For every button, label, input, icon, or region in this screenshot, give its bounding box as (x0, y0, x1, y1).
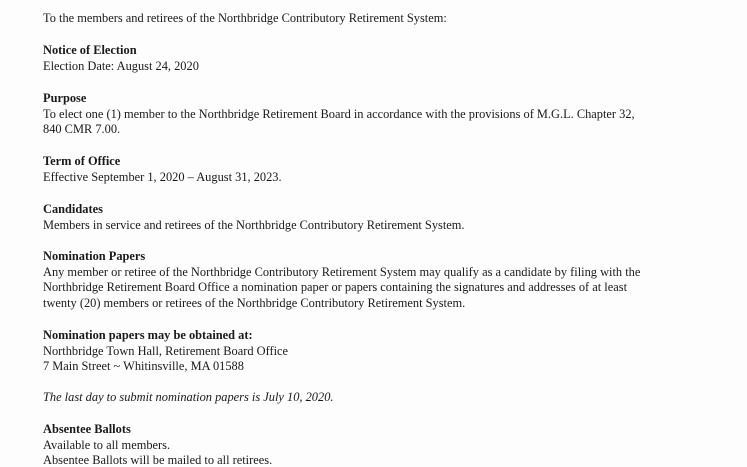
candidates-heading: Candidates (43, 202, 103, 216)
nomination-papers-heading: Nomination Papers (43, 249, 146, 263)
obtained-line: 7 Main Street ~ Whitinsville, MA 01588 (43, 359, 244, 373)
purpose-line: 840 CMR 7.00. (43, 122, 121, 136)
purpose-heading: Purpose (43, 91, 87, 105)
salutation-text: To the members and retirees of the Northbridge Contributory Retirement System: (43, 11, 447, 25)
absentee-section (43, 422, 727, 467)
absentee-line: Absentee Ballots will be mailed to all retirees. (43, 453, 273, 467)
obtained-section (43, 328, 727, 375)
purpose-line: To elect one (1) member to the Northbridge Retirement Board in accordance with the provisions of M.G.L. Chapter 32, (43, 106, 635, 121)
absentee-heading: Absentee Ballots (43, 422, 131, 436)
term-section (43, 154, 727, 185)
deadline-section (43, 390, 727, 406)
notice-line: Election Date: August 24, 2020 (43, 58, 199, 73)
candidates-section (43, 202, 727, 233)
nomination-papers-line: Any member or retiree of the Northbridge Contributory Retirement System may qualify as a candidate by filing with the (43, 264, 641, 279)
nomination-papers-line: Northbridge Retirement Board Office a nomination paper or papers containing the signatures and addresses of at least (43, 280, 628, 294)
absentee-line: Available to all members. (43, 437, 171, 452)
notice-heading: Notice of Election (43, 43, 137, 57)
salutation-block (43, 11, 727, 27)
term-heading: Term of Office (43, 154, 121, 168)
deadline-text: The last day to submit nomination papers is July 10, 2020. (43, 390, 334, 404)
obtained-heading: Nomination papers may be obtained at: (43, 328, 253, 342)
purpose-section (43, 91, 727, 138)
obtained-line: Northbridge Town Hall, Retirement Board Office (43, 343, 289, 358)
nomination-papers-line: twenty (20) members or retirees of the Northbridge Contributory Retirement System. (43, 295, 466, 310)
notice-section (43, 43, 727, 74)
nomination-papers-section (43, 249, 727, 311)
candidates-line: Members in service and retirees of the Northbridge Contributory Retirement System. (43, 217, 465, 232)
term-line: Effective September 1, 2020 – August 31, 2023. (43, 169, 282, 184)
